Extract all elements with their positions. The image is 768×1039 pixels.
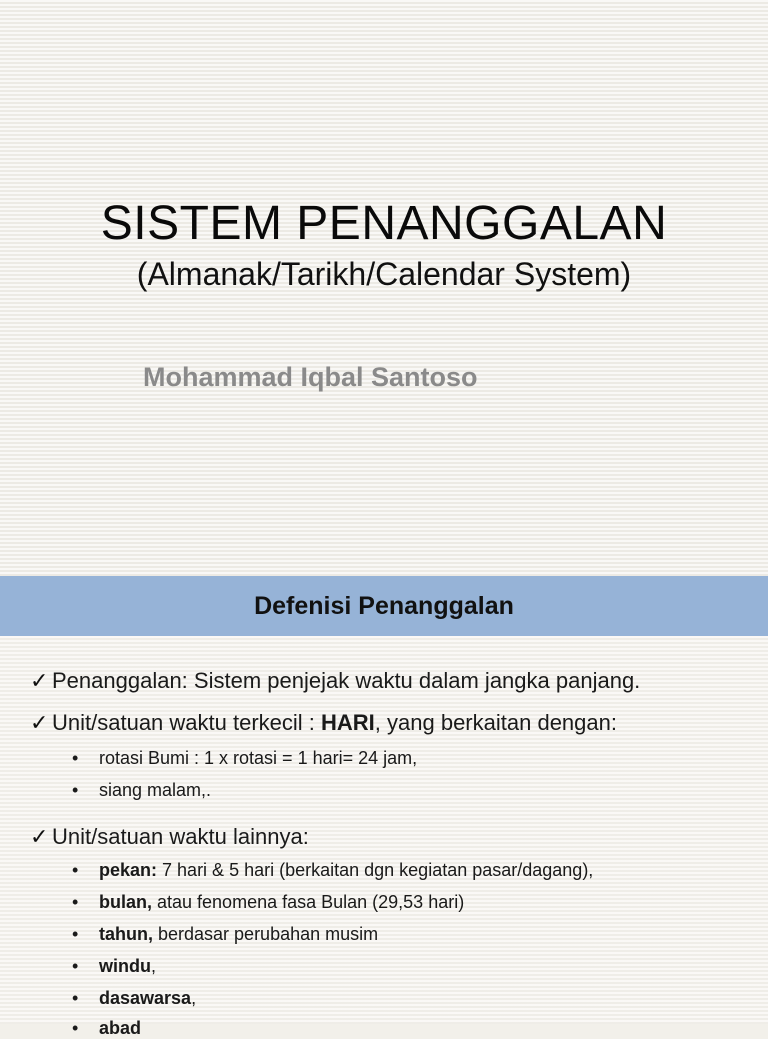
bullet-icon: • — [72, 956, 79, 976]
item-text: Penanggalan: Sistem penjejak waktu dalam jangka panjang. — [52, 668, 641, 693]
bullet-item — [72, 892, 464, 913]
checkmark-icon: ✓ — [30, 710, 49, 735]
item-text: , yang berkaitan dengan: — [374, 710, 617, 735]
slide-subtitle: (Almanak/Tarikh/Calendar System) — [136, 256, 632, 292]
bullet-icon: • — [72, 780, 79, 800]
bullet-item — [72, 860, 593, 881]
bullet-item — [72, 956, 156, 977]
bullet-item — [72, 924, 378, 945]
checkmark-icon: ✓ — [30, 668, 49, 693]
bullet-bold-text: dasawarsa — [99, 988, 192, 1008]
bullet-bold-text: pekan: — [99, 860, 158, 880]
bullet-item — [72, 748, 417, 769]
heading-title: Defenisi Penanggalan — [254, 592, 514, 620]
bullet-icon: • — [72, 892, 79, 912]
bullet-text: 7 hari & 5 hari (berkaitan dgn kegiatan pasar/dagang), — [157, 860, 594, 880]
item-text: Unit/satuan waktu terkecil : — [52, 710, 322, 735]
bullet-text: , — [151, 956, 157, 976]
checkmark-icon: ✓ — [30, 824, 49, 849]
bullet-item — [72, 780, 211, 801]
bullet-item — [72, 1018, 141, 1039]
item-bold-text: HARI — [321, 710, 375, 735]
bullet-icon: • — [72, 748, 79, 768]
bullet-text: , — [191, 988, 197, 1008]
check-item — [30, 710, 617, 736]
bullet-icon: • — [72, 924, 79, 944]
bullet-icon: • — [72, 988, 79, 1008]
check-item — [30, 824, 309, 850]
bullet-icon: • — [72, 860, 79, 880]
check-item — [30, 668, 640, 694]
bullet-bold-text: tahun, — [99, 924, 153, 944]
heading-banner — [0, 576, 768, 636]
bullet-text: rotasi Bumi : 1 x rotasi = 1 hari= 24 jam, — [99, 748, 418, 768]
bullet-text: berdasar perubahan musim — [153, 924, 379, 944]
author-name: Mohammad Iqbal Santoso — [143, 362, 478, 392]
bullet-bold-text: bulan, — [99, 892, 152, 912]
bullet-bold-text: windu — [99, 956, 151, 976]
slide-title: SISTEM PENANGGALAN — [100, 197, 668, 250]
definition-slide — [0, 576, 768, 1038]
bullet-bold-text: abad — [99, 1018, 142, 1038]
bullet-item — [72, 988, 196, 1009]
bullet-text: atau fenomena fasa Bulan (29,53 hari) — [152, 892, 465, 912]
item-text: Unit/satuan waktu lainnya: — [52, 824, 309, 849]
bullet-icon: • — [72, 1018, 79, 1038]
bullet-text: siang malam,. — [99, 780, 212, 800]
